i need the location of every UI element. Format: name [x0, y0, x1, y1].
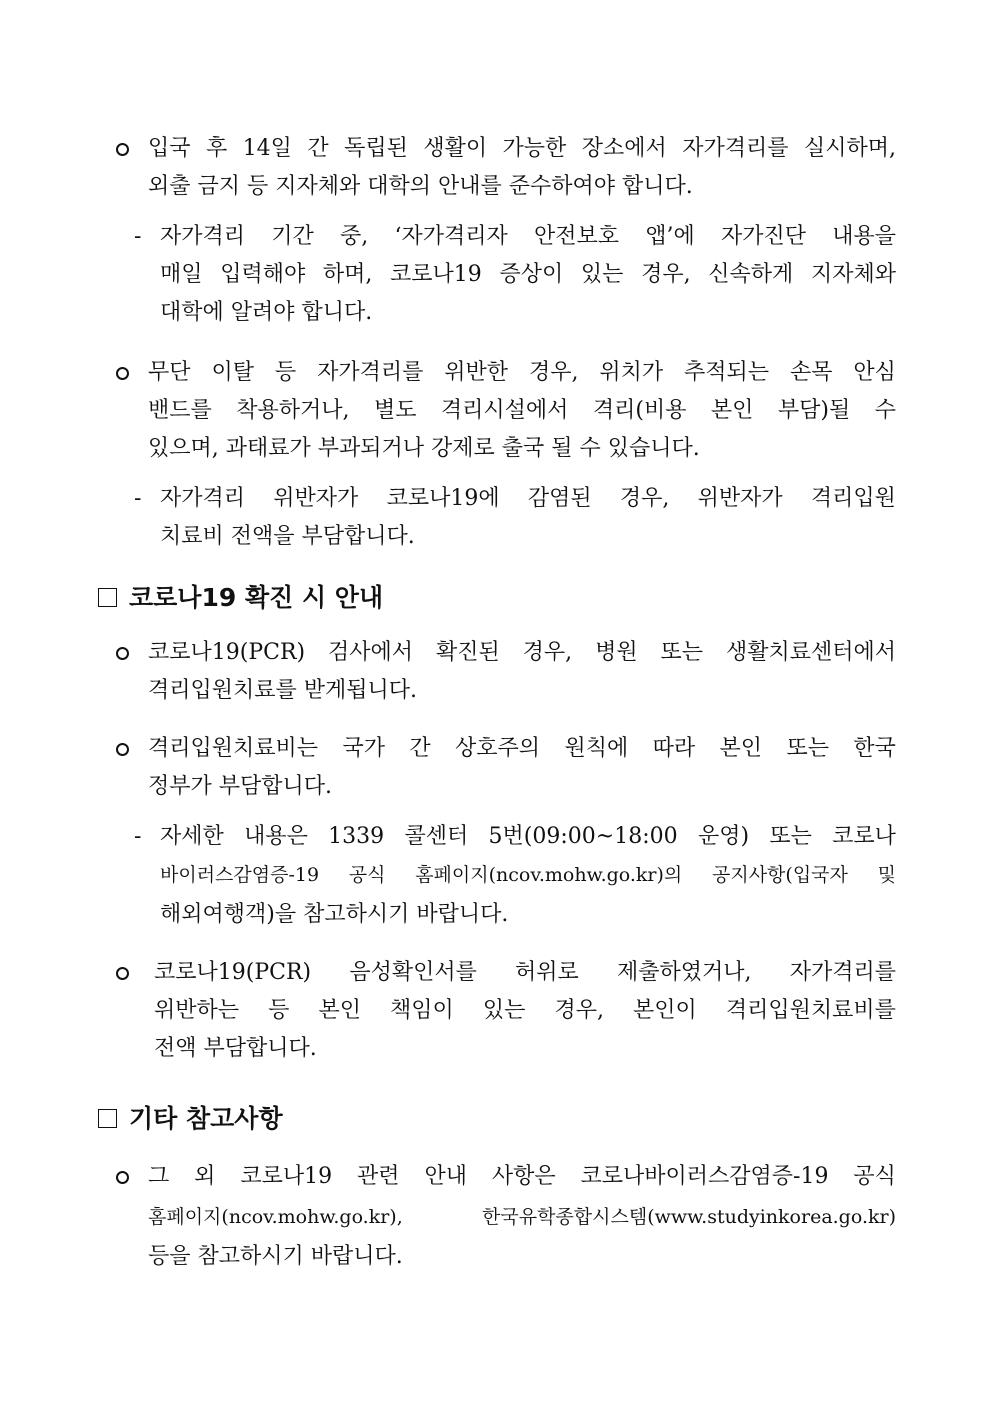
word: 허위로 [515, 960, 579, 985]
word: 사항은 [491, 1164, 556, 1189]
word: 관련 [357, 1164, 400, 1189]
word: 생활이 [423, 136, 488, 161]
checkbox-square-icon [98, 1109, 117, 1128]
word: 코로나19(PCR) [154, 960, 312, 985]
checkbox-square-icon [98, 588, 117, 607]
word: 입력해야 [220, 262, 306, 287]
word: 한국 [853, 736, 896, 761]
word: 격리입원 [810, 486, 896, 511]
word: 자가격리를 [789, 960, 896, 985]
dash-bullet: - [134, 824, 142, 849]
word: 수 [874, 398, 896, 423]
word: 내용을 [832, 224, 896, 249]
sub-paragraph-line [160, 860, 896, 890]
word: 별도 [373, 398, 417, 423]
word: 앱’에 [645, 224, 695, 249]
paragraph-line: 전액 부담합니다. [154, 1036, 317, 1061]
word: 상호주의 [455, 736, 541, 761]
word: 독립된 [344, 136, 408, 161]
paragraph-line [148, 734, 896, 764]
word: 가능한 [502, 136, 567, 161]
word: 병원 [595, 640, 638, 665]
word: 신속하게 [708, 262, 794, 287]
word: 따라 [652, 736, 696, 761]
paragraph-line: 있으며, 과태료가 부과되거나 강제로 출국 될 수 있습니다. [148, 436, 700, 461]
word: 중, [340, 224, 369, 249]
word: ‘자가격리자 [394, 224, 508, 249]
paragraph-line: 격리입원치료를 받게됩니다. [148, 678, 418, 703]
word: 책임이 [390, 998, 454, 1023]
circle-bullet-icon [116, 638, 129, 668]
word: 음성확인서를 [349, 960, 477, 985]
word: 격리입원치료비를 [725, 998, 896, 1023]
word: 실시하며, [803, 136, 896, 161]
paragraph-line: 외출 금지 등 지자체와 대학의 안내를 준수하여야 합니다. [148, 174, 693, 199]
word: 격리시설에서 [440, 398, 569, 423]
word: 운영) [697, 824, 750, 849]
word: 콜센터 [404, 824, 469, 849]
word: 홈페이지(ncov.mohw.go.kr), [148, 1206, 403, 1228]
word: 위반하는 [154, 998, 240, 1023]
word: 경우, [554, 998, 604, 1023]
word: 바이러스감염증-19 [160, 864, 320, 886]
word: 자가격리를 [317, 360, 424, 385]
paragraph-line [148, 358, 896, 388]
word: 간 [307, 136, 329, 161]
word: 5번(09:00~18:00 [488, 824, 678, 849]
sub-paragraph-line [160, 484, 896, 514]
word: 위반자가 [273, 486, 359, 511]
word: 코로나19(PCR) [148, 640, 306, 665]
word: 이탈 [211, 360, 254, 385]
paragraph-line [148, 396, 896, 426]
word: 위반한 [444, 360, 509, 385]
word: 그 [148, 1164, 170, 1189]
word: 지자체와 [810, 262, 896, 287]
paragraph-line [148, 1202, 896, 1232]
section-heading [98, 581, 383, 615]
paragraph-line [148, 1162, 896, 1192]
word: 원칙에 [564, 736, 629, 761]
word: 입국 [148, 136, 191, 161]
circle-bullet-icon [116, 134, 129, 164]
word: 14일 [242, 136, 292, 161]
word: 공지사항(입국자 [711, 864, 848, 886]
word: 1339 [328, 824, 385, 849]
sub-paragraph-line: 대학에 알려야 합니다. [160, 300, 373, 325]
word: 공식 [348, 864, 386, 886]
word: 코로나 [832, 824, 896, 849]
word: 있는 [482, 998, 526, 1023]
word: 경우, [641, 262, 691, 287]
word: 감염된 [527, 486, 592, 511]
word: 기간 [271, 224, 314, 249]
section-heading-text: 코로나19 확진 시 안내 [129, 583, 384, 612]
word: 격리입원치료비는 [148, 736, 319, 761]
section-heading-text: 기타 참고사항 [129, 1104, 283, 1133]
sub-paragraph-line: 치료비 전액을 부담합니다. [160, 524, 415, 549]
word: 본인 [318, 998, 361, 1023]
circle-bullet-icon [116, 734, 129, 764]
word: 본인 [719, 736, 763, 761]
word: 간 [409, 736, 431, 761]
word: 격리(비용 [592, 398, 687, 423]
word: 공식 [853, 1164, 896, 1189]
paragraph-line: 등을 참고하시기 바랍니다. [148, 1244, 403, 1269]
word: 안전보호 [533, 224, 619, 249]
word: 등 [268, 998, 290, 1023]
section-heading [98, 1102, 283, 1136]
word: 후 [205, 136, 228, 161]
circle-bullet-icon [116, 358, 129, 388]
word: 증상이 [499, 262, 564, 287]
word: 본인이 [633, 998, 697, 1023]
word: 국가 [342, 736, 385, 761]
word: 코로나19 [390, 262, 482, 287]
word: 경우, [619, 486, 670, 511]
sub-paragraph-line [160, 822, 896, 852]
word: 매일 [160, 262, 203, 287]
word: 밴드를 [148, 398, 212, 423]
word: 안내 [424, 1164, 467, 1189]
word: 홈페이지(ncov.mohw.go.kr)의 [415, 864, 683, 886]
circle-bullet-icon [116, 1162, 129, 1192]
word: 확진된 [435, 640, 500, 665]
paragraph-line [154, 958, 896, 988]
word: 자가진단 [720, 224, 806, 249]
word: 코로나바이러스감염증-19 [580, 1164, 829, 1189]
word: 장소에서 [581, 136, 667, 161]
word: 또는 [786, 736, 829, 761]
word: 코로나19 [240, 1164, 333, 1189]
word: 위반자가 [697, 486, 783, 511]
sub-paragraph-line: 해외여행객)을 참고하시기 바랍니다. [160, 902, 509, 927]
word: 추적되는 [684, 360, 770, 385]
word: 손목 [789, 360, 833, 385]
dash-bullet: - [134, 486, 142, 511]
word: 부담)될 [777, 398, 851, 423]
word: 자세한 [160, 824, 224, 849]
word: 자가격리 [160, 486, 246, 511]
word: 및 [877, 864, 896, 886]
word: 착용하거나, [236, 398, 350, 423]
word: 제출하였거나, [617, 960, 752, 985]
word: 외 [194, 1164, 216, 1189]
sub-paragraph-line [160, 222, 896, 252]
sub-paragraph-line [160, 260, 896, 290]
word: 경우, [528, 360, 579, 385]
word: 코로나19에 [386, 486, 500, 511]
paragraph-line [148, 638, 896, 668]
word: 자가격리 [160, 224, 246, 249]
word: 본인 [710, 398, 754, 423]
word: 무단 [148, 360, 191, 385]
word: 하며, [322, 262, 373, 287]
word: 안심 [853, 360, 896, 385]
word: 또는 [769, 824, 812, 849]
word: 경우, [522, 640, 573, 665]
word: 위치가 [599, 360, 664, 385]
paragraph-line: 정부가 부담합니다. [148, 774, 333, 799]
word: 생활치료센터에서 [725, 640, 896, 665]
circle-bullet-icon [116, 958, 129, 988]
dash-bullet: - [134, 224, 142, 249]
word: 내용은 [244, 824, 308, 849]
word: 한국유학종합시스템(www.studyinkorea.go.kr) [482, 1206, 896, 1228]
paragraph-line [148, 134, 896, 164]
word: 또는 [660, 640, 704, 665]
word: 자가격리를 [682, 136, 789, 161]
paragraph-line [154, 996, 896, 1026]
word: 검사에서 [328, 640, 414, 665]
word: 있는 [580, 262, 624, 287]
word: 등 [274, 360, 297, 385]
